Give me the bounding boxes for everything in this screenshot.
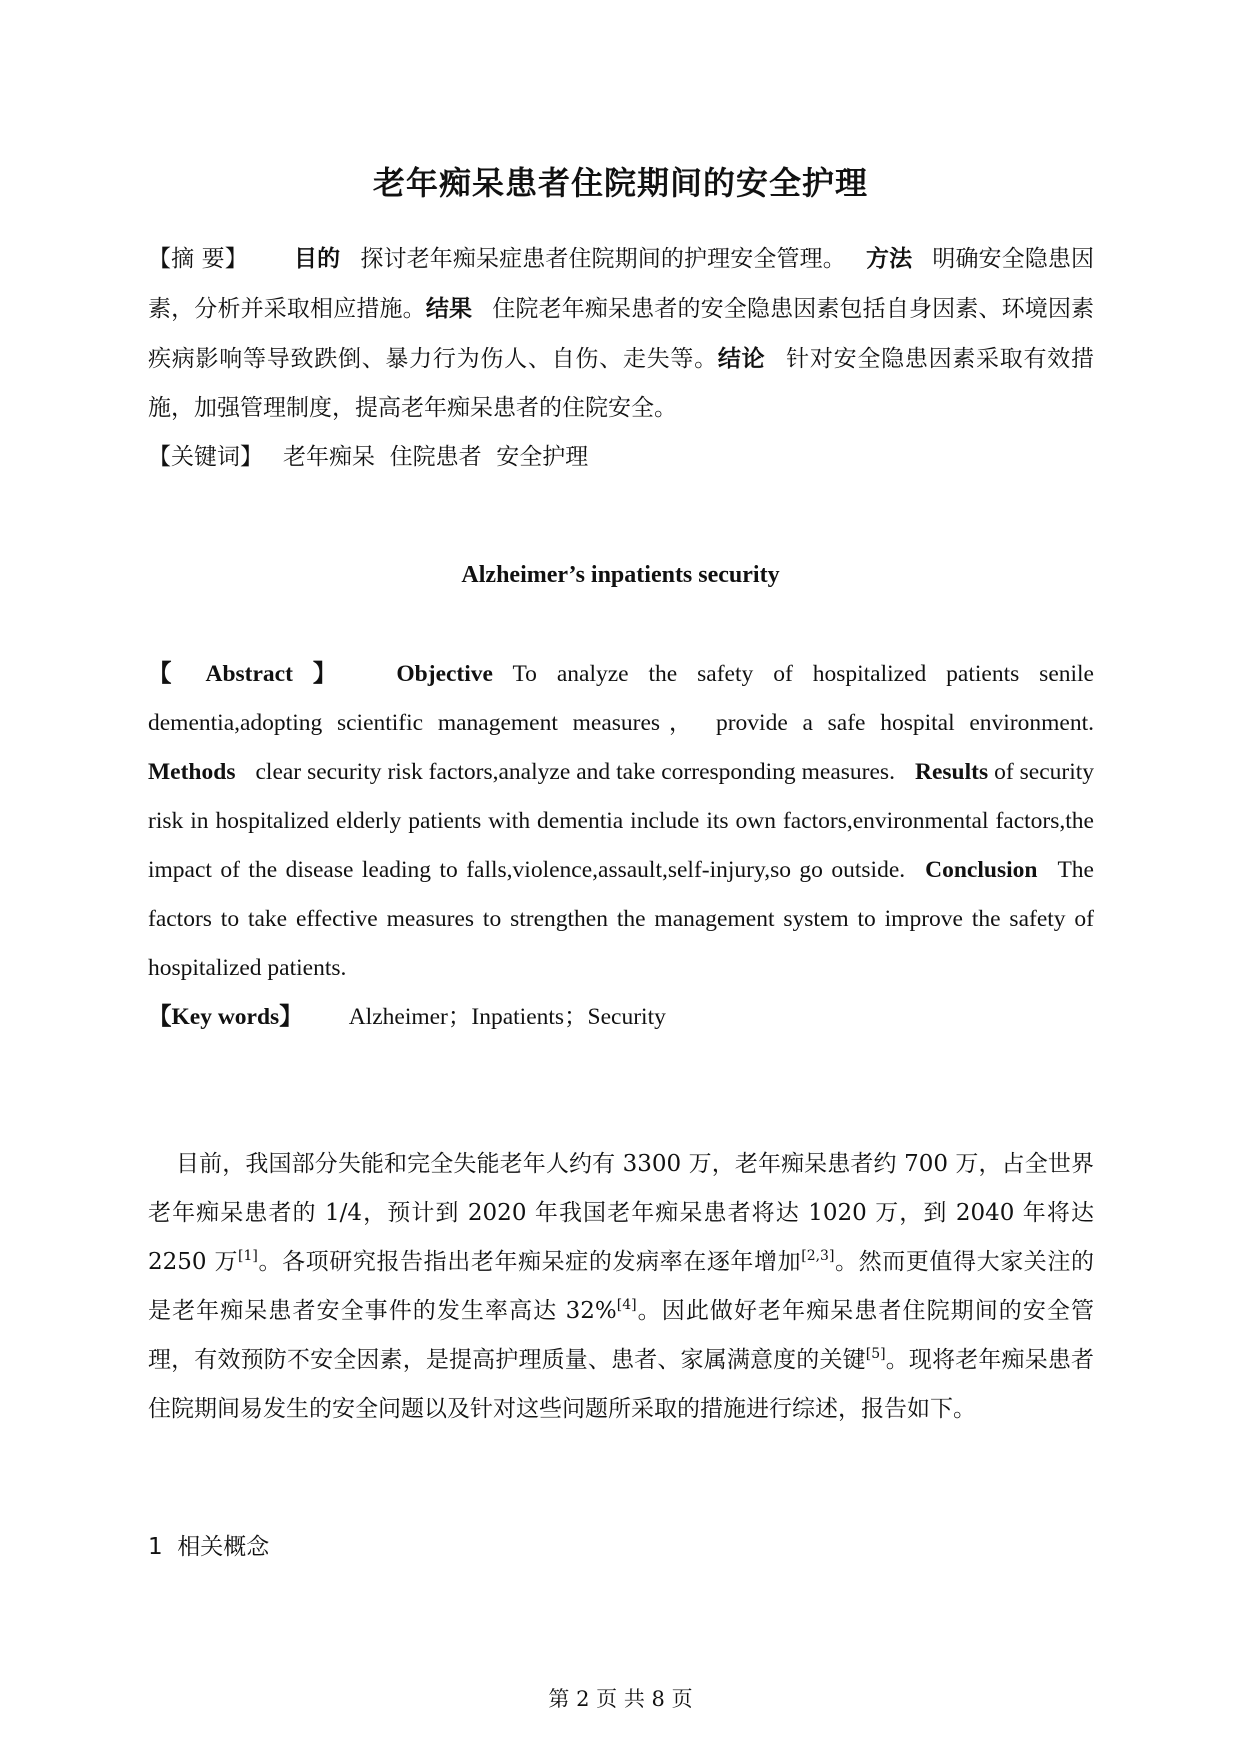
results-en-text: of security risk in hospitalized elderly patients with dementia include its own factors,environmental factors,the impact of the disease leading to falls,violence,assault,self-injury,so go outside. <box>148 759 1095 883</box>
english-abstract <box>148 650 1094 1042</box>
conclusion-en-label: Conclusion <box>925 857 1038 883</box>
keywords-en-label: 【Key words】 <box>148 1004 303 1030</box>
methods-en-label: Methods <box>148 759 236 785</box>
keywords-en-terms: Alzheimer；Inpatients；Security <box>348 1004 666 1030</box>
keywords-terms: 老年痴呆 住院患者 安全护理 <box>283 444 589 470</box>
objective-en-text: To analyze the safety of hospitalized patients senile dementia,adopting scientific management measures， provide a safe hospital environment. <box>148 661 1094 736</box>
citation: [5] <box>865 1346 886 1362</box>
body-section <box>148 1140 1094 1434</box>
results-text: 住院老年痴呆患者的安全隐患因素包括自身因素、环境因素疾病影响等导致跌倒、暴力行为伤人、自伤、走失等。 <box>148 296 1095 372</box>
chinese-keywords <box>148 433 1094 482</box>
page-footer <box>0 1683 1241 1713</box>
conclusion-text: 针对安全隐患因素采取有效措施，加强管理制度，提高老年痴呆患者的住院安全。 <box>148 346 1095 421</box>
methods-text: 明确安全隐患因素，分析并采取相应措施。 <box>148 246 1095 322</box>
objective-text: 探讨老年痴呆症患者住院期间的护理安全管理。 <box>360 246 846 272</box>
page-number: 2 <box>576 1687 590 1711</box>
conclusion-label: 结论 <box>717 345 766 372</box>
body-text-part: 。现将老年痴呆患者住院期间易发生的安全问题以及针对这些问题所采取的措施进行综述，报告如下。 <box>148 1347 1095 1422</box>
footer-suffix: 页 <box>671 1687 693 1711</box>
page-total: 8 <box>651 1687 665 1711</box>
english-abstract-paragraph <box>148 650 1094 993</box>
methods-label: 方法 <box>865 245 913 272</box>
body-text-part: 。然而更值得大家关注的是老年痴呆患者安全事件的发生率高达 32% <box>148 1249 1095 1324</box>
chinese-abstract <box>148 234 1094 482</box>
citation: [4] <box>616 1297 637 1313</box>
body-text-part: 。各项研究报告指出老年痴呆症的发病率在逐年增加 <box>257 1249 802 1275</box>
results-label: 结果 <box>425 295 473 322</box>
body-text-part: 目前，我国部分失能和完全失能老年人约有 3300 万，老年痴呆患者约 700 万，占全世界老年痴呆患者的 1/4，预计到 2020 年我国老年痴呆患者将达 1020 万，到 2040 年将达 2250 万 <box>148 1151 1094 1275</box>
english-title: Alzheimer’s inpatients security <box>461 562 780 588</box>
conclusion-en-text: The factors to take effective measures to strengthen the management system to improve the safety of hospitalized patients. <box>148 857 1094 981</box>
english-keywords <box>148 993 1094 1042</box>
section-heading: 1 相关概念 <box>148 1534 270 1560</box>
results-en-label: Results <box>914 759 989 785</box>
objective-en-label: Objective <box>396 661 493 687</box>
methods-en-text: clear security risk factors,analyze and take corresponding measures. <box>255 759 895 785</box>
keywords-label: 【关键词】 <box>148 444 263 470</box>
citation: [2,3] <box>801 1248 835 1264</box>
body-paragraph <box>148 1140 1094 1434</box>
body-text-part: 。因此做好老年痴呆患者住院期间的安全管理，有效预防不安全因素，是提高护理质量、患者、家属满意度的关键 <box>148 1298 1095 1373</box>
footer-mid: 页 共 <box>596 1687 645 1711</box>
footer-prefix: 第 <box>548 1687 570 1711</box>
abstract-en-label: 【 Abstract 】 <box>148 661 351 687</box>
chinese-abstract-paragraph <box>148 234 1094 433</box>
citation: [1] <box>238 1248 258 1264</box>
objective-label: 目的 <box>293 245 341 272</box>
page-title: 老年痴呆患者住院期间的安全护理 <box>372 164 868 202</box>
abstract-label: 【摘 要】 <box>148 246 248 272</box>
